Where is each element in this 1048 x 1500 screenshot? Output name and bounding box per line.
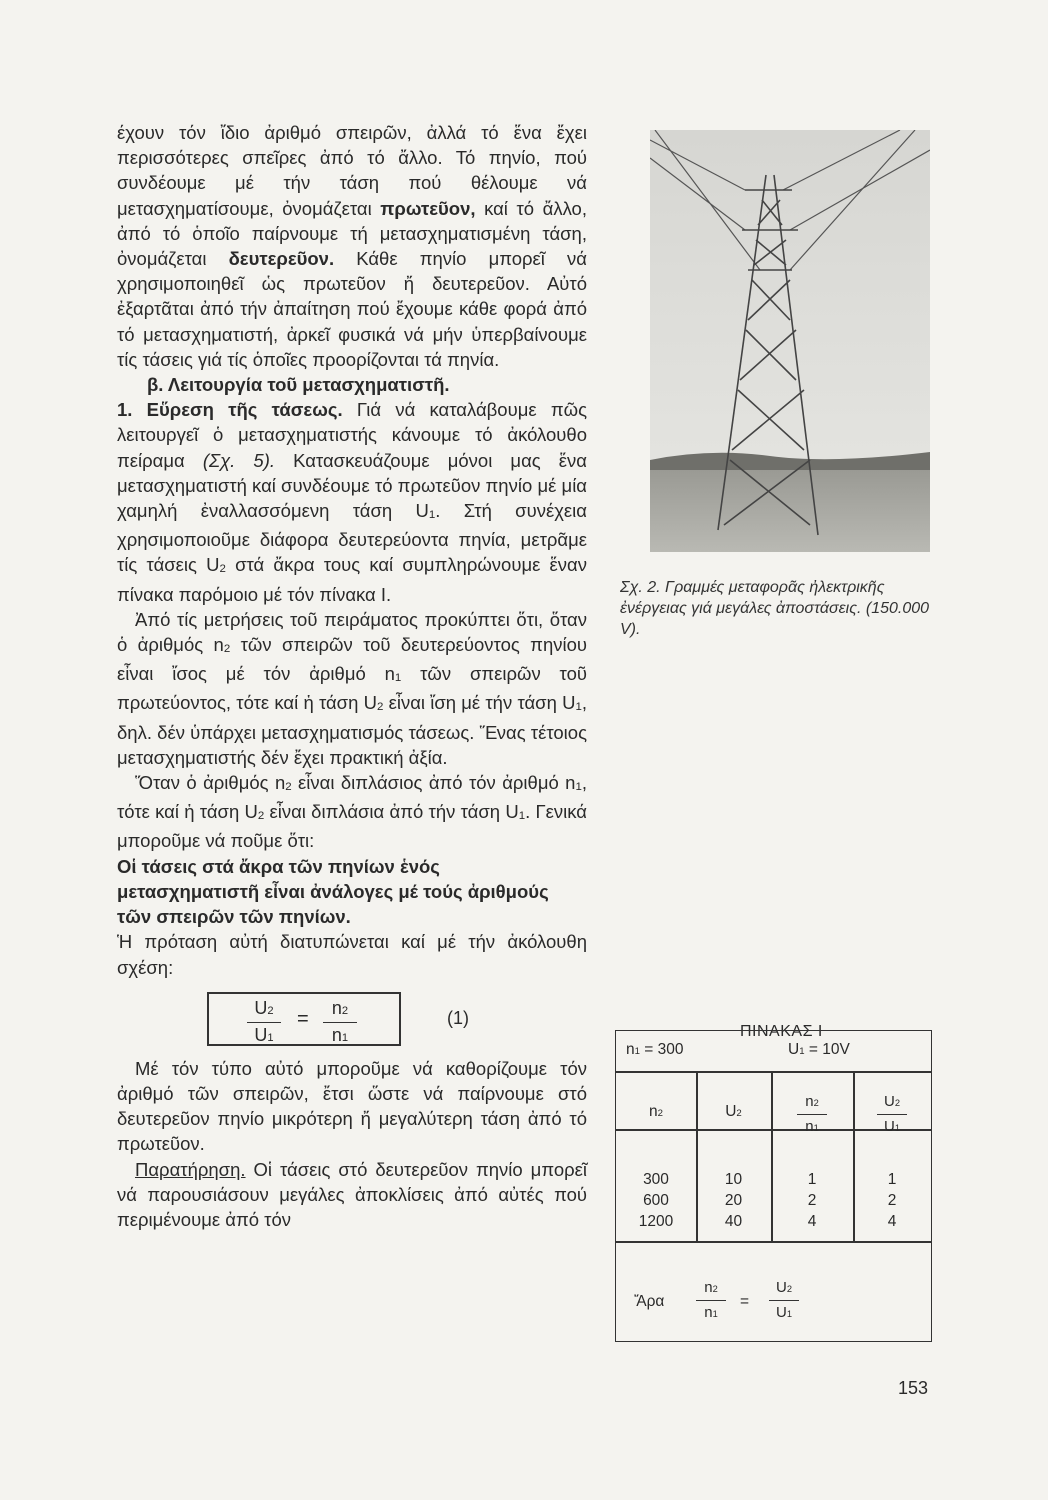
conclusion-u2-over-u1: $\frac{U2}{U1}$ bbox=[769, 1279, 799, 1323]
formula-box bbox=[207, 992, 401, 1046]
data-table bbox=[615, 1030, 932, 1342]
power-line-photo bbox=[650, 130, 930, 552]
given-u1: U1 = 10V bbox=[788, 1041, 850, 1058]
page-number: 153 bbox=[898, 1378, 929, 1398]
fraction-u2-u1: $\frac{U2}{U1}$ bbox=[247, 998, 281, 1048]
header-u2: U2 bbox=[725, 1103, 742, 1120]
table-row-3-ratio-u: 4 bbox=[887, 1213, 897, 1230]
paragraph-1: έχουν τόν ἴδιο ἀριθμό σπειρῶν, ἀλλά τό ἕνα ἔχει περισσότερες σπεῖρες ἀπό τό ἄλλο. Τό πηνίο, πού συνδέουμε μέ τήν τάση πού θέλουμε νά μετασχηματίσουμε, ὀνομάζεται πρωτεῦον, καί τό ἄλλο, ἀπό τό ὁποῖο παίρνουμε τή μετασχηματισμένη τάση, ὀνομάζεται δευτερεῦον. Κάθε πηνίο μπορεῖ νά χρησιμοποιηθεῖ ὡς πρωτεῦον ἤ δευτερεῦον. Αὐτό ἐξαρτᾶται ἀπό τήν ἀπαίτηση πού ἔχουμε κάθε φορά ἀπό τό μετασχηματιστή, ἀρκεῖ φυσικά νά μήν ὑπερβαίνουμε τίς τάσεις γιά τίς ὁποῖες προορίζονται τά πηνία. bbox=[117, 122, 587, 370]
paragraph-3: Ἀπό τίς μετρήσεις τοῦ πειράματος προκύπτει ὅτι, ὅταν ὁ ἀριθμός n2 τῶν σπειρῶν τοῦ δευτερεύοντος πηνίου εἶναι ἴσος μέ τόν ἀριθμό n1 τῶν σπειρῶν τοῦ πρωτεύοντος, τότε καί ἡ τάση U2 εἶναι ἴση μέ τήν τάση U1, δηλ. δέν ὑπάρχει μετασχηματισμός τάσεως. Ἕνας τέτοιος μετασχηματιστής δέν ἔχει πρακτική ἀξία. bbox=[117, 608, 587, 768]
formula-1 bbox=[117, 986, 587, 1048]
paragraph-4: Ὅταν ὁ ἀριθμός n2 εἶναι διπλάσιος ἀπό τόν ἀριθμό n1, τότε καί ἡ τάση U2 εἶναι διπλάσια ἀπό τήν τάση U1. Γενικά μποροῦμε νά ποῦμε ὅτι: bbox=[117, 772, 587, 852]
paragraph-7: Παρατήρηση. Οἱ τάσεις στό δευτερεῦον πηνίο μπορεῖ νά παρουσιάσουν μεγάλες ἀποκλίσεις ἀπό αὐτές πού περιμένουμε ἀπό τόν bbox=[117, 1158, 587, 1230]
formula-number: (1) bbox=[447, 1007, 469, 1028]
formula-equals: = bbox=[297, 1007, 309, 1030]
table-row-1-n2: 300 bbox=[643, 1171, 669, 1188]
table-row-1-u2: 10 bbox=[724, 1171, 743, 1188]
paragraph-2: 1. Εὕρεση τῆς τάσεως. Γιά νά καταλάβουμε πῶς λειτουργεῖ ὁ μετασχηματιστής κάνουμε τό ἀκόλουθο πείραμα (Σχ. 5). Κατασκευάζουμε μόνοι μας ἕνα μετασχηματιστή καί συνδέουμε τό πρωτεῦον πηνίο μέ μία χαμηλή ἐναλλασσόμενη τάση U1. Στή συνέχεια χρησιμοποιοῦμε διάφορα δευτερεύοντα πηνία, μετρᾶμε τίς τάσεις U2 στά ἄκρα τους καί συμπληρώνουμε ἕναν πίνακα παρόμοιο μέ τόν πίνακα Ι. bbox=[117, 399, 587, 605]
main-text-column bbox=[117, 120, 587, 1232]
table-row-2-n2: 600 bbox=[643, 1192, 669, 1209]
table-row-1-ratio-n: 1 bbox=[807, 1171, 817, 1188]
table-row-3-u2: 40 bbox=[724, 1213, 743, 1230]
rule-statement: Οἱ τάσεις στά ἄκρα τῶν πηνίων ἑνός μετασχηματιστῆ εἶναι ἀνάλογες μέ τούς ἀριθμούς τῶν σπειρῶν τῶν πηνίων. bbox=[117, 855, 549, 928]
table-row-2-u2: 20 bbox=[724, 1192, 743, 1209]
paragraph-6: Μέ τόν τύπο αὐτό μποροῦμε νά καθορίζουμε τόν ἀριθμό τῶν σπειρῶν, ἔτσι ὥστε νά παίρνουμε στό δευτερεῦον πηνίο μικρότερη ἤ μεγαλύτερη τάση ἀπό τό πρωτεῦον. bbox=[117, 1057, 587, 1155]
header-u2-over-u1: $\frac{U2}{U1}$ bbox=[877, 1093, 907, 1137]
table-title: ΠΙΝΑΚΑΣ Ι bbox=[740, 1023, 823, 1040]
section-heading-b: β. Λειτουργία τοῦ μετασχηματιστῆ. bbox=[147, 374, 450, 396]
header-n2-over-n1: $\frac{n2}{n1}$ bbox=[797, 1093, 827, 1137]
figure-caption: Σχ. 2. Γραμμές μεταφορᾶς ἠλεκτρικῆς ἐνέργειας γιά μεγάλες ἀποστάσεις. (150.000 V). bbox=[620, 579, 930, 638]
header-n2: n2 bbox=[649, 1103, 663, 1120]
paragraph-5: Ἡ πρόταση αὐτή διατυπώνεται καί μέ τήν ἀκόλουθη σχέση: bbox=[117, 931, 587, 978]
table-row-3-ratio-n: 4 bbox=[807, 1213, 817, 1230]
given-n1: n1 = 300 bbox=[626, 1041, 684, 1058]
table-row-2-ratio-u: 2 bbox=[887, 1192, 897, 1209]
fraction-n2-n1: $\frac{n2}{n1}$ bbox=[323, 998, 357, 1048]
transmission-tower-illustration bbox=[650, 130, 930, 552]
table-row-1-ratio-u: 1 bbox=[887, 1171, 897, 1188]
conclusion-n2-over-n1: $\frac{n2}{n1}$ bbox=[696, 1279, 726, 1323]
conclusion-label: Ἄρα bbox=[634, 1293, 665, 1310]
table-row-3-n2: 1200 bbox=[638, 1213, 674, 1230]
conclusion-equals: = bbox=[740, 1293, 750, 1310]
table-row-2-ratio-n: 2 bbox=[807, 1192, 817, 1209]
